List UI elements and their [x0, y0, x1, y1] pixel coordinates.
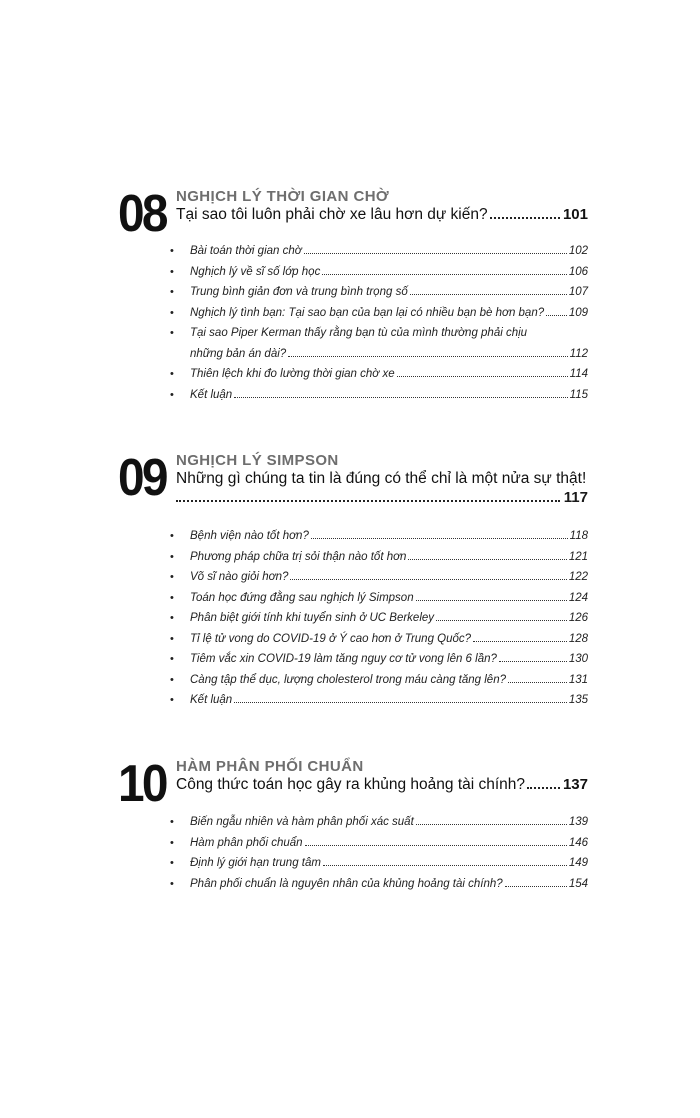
- entry-title: Bệnh viện nào tốt hơn?: [190, 530, 309, 542]
- dot-leader: [505, 886, 567, 887]
- toc-entry[interactable]: [170, 368, 588, 389]
- bullet: •: [170, 306, 174, 319]
- toc-entry[interactable]: [170, 551, 588, 572]
- chapter-10: [118, 755, 588, 908]
- chapter-number: 10: [118, 755, 166, 813]
- entry-title-continuation: những bản án dài?: [190, 347, 287, 360]
- chapter-heading: [176, 758, 588, 795]
- bullet: •: [170, 816, 174, 828]
- section-list: [170, 245, 588, 409]
- toc-entry[interactable]: [170, 816, 588, 837]
- entry-title: Võ sĩ nào giỏi hơn?: [190, 571, 289, 583]
- entry-title: Hàm phân phối chuẩn: [190, 836, 303, 849]
- chapter-title: NGHỊCH LÝ THỜI GIAN CHỜ: [176, 188, 390, 205]
- dot-leader: [176, 500, 560, 502]
- bullet: •: [170, 368, 174, 380]
- entry-title: Toán học đứng đằng sau nghịch lý Simpson: [190, 591, 414, 604]
- dot-leader: [290, 579, 566, 580]
- chapter-page-number: 117: [563, 489, 588, 506]
- entry-page-number: 102: [568, 245, 588, 257]
- chapter-page-number: 101: [562, 206, 588, 223]
- dot-leader: [416, 824, 567, 825]
- entry-page-number: 131: [568, 673, 588, 686]
- chapter-08: [118, 185, 588, 418]
- dot-leader: [436, 620, 567, 621]
- chapter-subtitle-line[interactable]: [176, 775, 588, 795]
- bullet: •: [170, 245, 174, 257]
- entry-page-number: 139: [568, 816, 588, 828]
- bullet: •: [170, 530, 174, 542]
- toc-entry[interactable]: [170, 612, 588, 633]
- dot-leader: [527, 787, 560, 789]
- entry-title: Biến ngẫu nhiên và hàm phân phối xác suất: [190, 816, 414, 828]
- entry-title: Kết luận: [190, 388, 233, 401]
- entry-page-number: 121: [568, 550, 588, 563]
- section-list: [170, 530, 588, 715]
- chapter-subtitle: Công thức toán học gây ra khủng hoảng tài chính?: [176, 776, 526, 793]
- entry-title: Kết luận: [190, 694, 233, 706]
- toc-entry[interactable]: [170, 571, 588, 592]
- toc-entry[interactable]: [170, 307, 588, 328]
- entry-title: Phân phối chuẩn là nguyên nhân của khủng hoảng tài chính?: [190, 877, 503, 890]
- chapter-subtitle[interactable]: Những gì chúng ta tin là đúng có thể chỉ là một nửa sự thật!: [176, 470, 587, 487]
- toc-entry[interactable]: [170, 674, 588, 695]
- dot-leader: [397, 376, 568, 377]
- bullet: •: [170, 388, 174, 401]
- entry-page-number: 115: [569, 388, 588, 401]
- chapter-page-number: 137: [562, 776, 588, 793]
- entry-title: Trung bình giản đơn và trung bình trọng số: [190, 286, 408, 298]
- bullet: •: [170, 673, 174, 686]
- bullet: •: [170, 694, 174, 706]
- entry-page-number: 154: [568, 877, 588, 890]
- entry-page-number: 107: [568, 286, 588, 298]
- dot-leader: [305, 845, 567, 846]
- dot-leader: [499, 661, 567, 662]
- bullet: •: [170, 265, 174, 278]
- dot-leader: [546, 315, 567, 316]
- chapter-subtitle-leader: [176, 489, 588, 509]
- toc-entry[interactable]: [170, 245, 588, 266]
- toc-entry-continuation[interactable]: [170, 348, 588, 369]
- entry-title: Định lý giới hạn trung tâm: [190, 857, 321, 869]
- toc-entry[interactable]: [170, 633, 588, 654]
- chapter-09: [118, 449, 588, 722]
- entry-title: Phân biệt giới tính khi tuyển sinh ở UC Berkeley: [190, 612, 435, 624]
- toc-entry[interactable]: [170, 389, 588, 410]
- dot-leader: [416, 600, 567, 601]
- dot-leader: [322, 274, 566, 275]
- toc-entry[interactable]: [170, 694, 588, 715]
- bullet: •: [170, 653, 174, 665]
- bullet: •: [170, 612, 174, 624]
- entry-title: Phương pháp chữa trị sỏi thận nào tốt hơn: [190, 550, 407, 563]
- bullet: •: [170, 571, 174, 583]
- bullet: •: [170, 286, 174, 298]
- entry-title: Tỉ lệ tử vong do COVID-19 ở Ý cao hơn ở Trung Quốc?: [190, 632, 472, 645]
- chapter-title: NGHỊCH LÝ SIMPSON: [176, 452, 339, 469]
- dot-leader: [490, 217, 560, 219]
- toc-entry[interactable]: [170, 837, 588, 858]
- bullet: •: [170, 857, 174, 869]
- chapter-subtitle-line[interactable]: [176, 205, 588, 225]
- entry-title: Nghịch lý tình bạn: Tại sao bạn của bạn lại có nhiều bạn bè hơn bạn?: [190, 306, 545, 319]
- bullet: •: [170, 591, 174, 604]
- entry-title: Tiêm vắc xin COVID-19 làm tăng nguy cơ tử vong lên 6 lần?: [190, 653, 497, 665]
- bullet: •: [170, 877, 174, 890]
- bullet: •: [170, 836, 174, 849]
- entry-title: Tại sao Piper Kerman thấy rằng bạn tù của mình thường phải chịu: [190, 327, 528, 339]
- entry-page-number: 112: [569, 347, 588, 360]
- section-list: [170, 816, 588, 898]
- bullet: •: [170, 327, 174, 339]
- entry-page-number: 124: [568, 591, 588, 604]
- toc-entry[interactable]: [170, 878, 588, 899]
- entry-page-number: 149: [568, 857, 588, 869]
- entry-title: Thiên lệch khi đo lường thời gian chờ xe: [190, 368, 395, 380]
- entry-title: Bài toán thời gian chờ: [190, 245, 302, 257]
- entry-page-number: 130: [568, 653, 588, 665]
- chapter-number: 09: [118, 449, 166, 507]
- entry-title: Nghịch lý về sĩ số lớp học: [190, 265, 321, 278]
- toc-entry[interactable]: [170, 857, 588, 878]
- bullet: •: [170, 632, 174, 645]
- entry-page-number: 114: [569, 368, 588, 380]
- entry-page-number: 122: [568, 571, 588, 583]
- dot-leader: [234, 702, 567, 703]
- entry-page-number: 128: [568, 632, 588, 645]
- dot-leader: [311, 538, 568, 539]
- entry-page-number: 106: [568, 265, 588, 278]
- dot-leader: [323, 865, 567, 866]
- entry-page-number: 118: [569, 530, 588, 542]
- dot-leader: [234, 397, 567, 398]
- entry-title: Càng tập thể dục, lượng cholesterol trong máu càng tăng lên?: [190, 673, 506, 686]
- entry-page-number: 146: [568, 836, 588, 849]
- dot-leader: [304, 253, 567, 254]
- entry-page-number: 126: [568, 612, 588, 624]
- chapter-title: HÀM PHÂN PHỐI CHUẨN: [176, 758, 364, 775]
- dot-leader: [410, 294, 567, 295]
- toc-entry[interactable]: [170, 266, 588, 287]
- chapter-number: 08: [118, 185, 166, 243]
- toc-entry[interactable]: [170, 530, 588, 551]
- chapter-heading: [176, 452, 588, 509]
- bullet: •: [170, 550, 174, 563]
- dot-leader: [473, 641, 567, 642]
- toc-entry[interactable]: [170, 653, 588, 674]
- dot-leader: [508, 682, 567, 683]
- chapter-heading: [176, 188, 588, 225]
- dot-leader: [288, 356, 567, 357]
- entry-page-number: 135: [568, 694, 588, 706]
- toc-entry[interactable]: [170, 592, 588, 613]
- entry-page-number: 109: [568, 306, 588, 319]
- chapter-subtitle: Tại sao tôi luôn phải chờ xe lâu hơn dự kiến?: [176, 206, 488, 223]
- dot-leader: [408, 559, 566, 560]
- toc-entry[interactable]: [170, 327, 588, 348]
- toc-entry[interactable]: [170, 286, 588, 307]
